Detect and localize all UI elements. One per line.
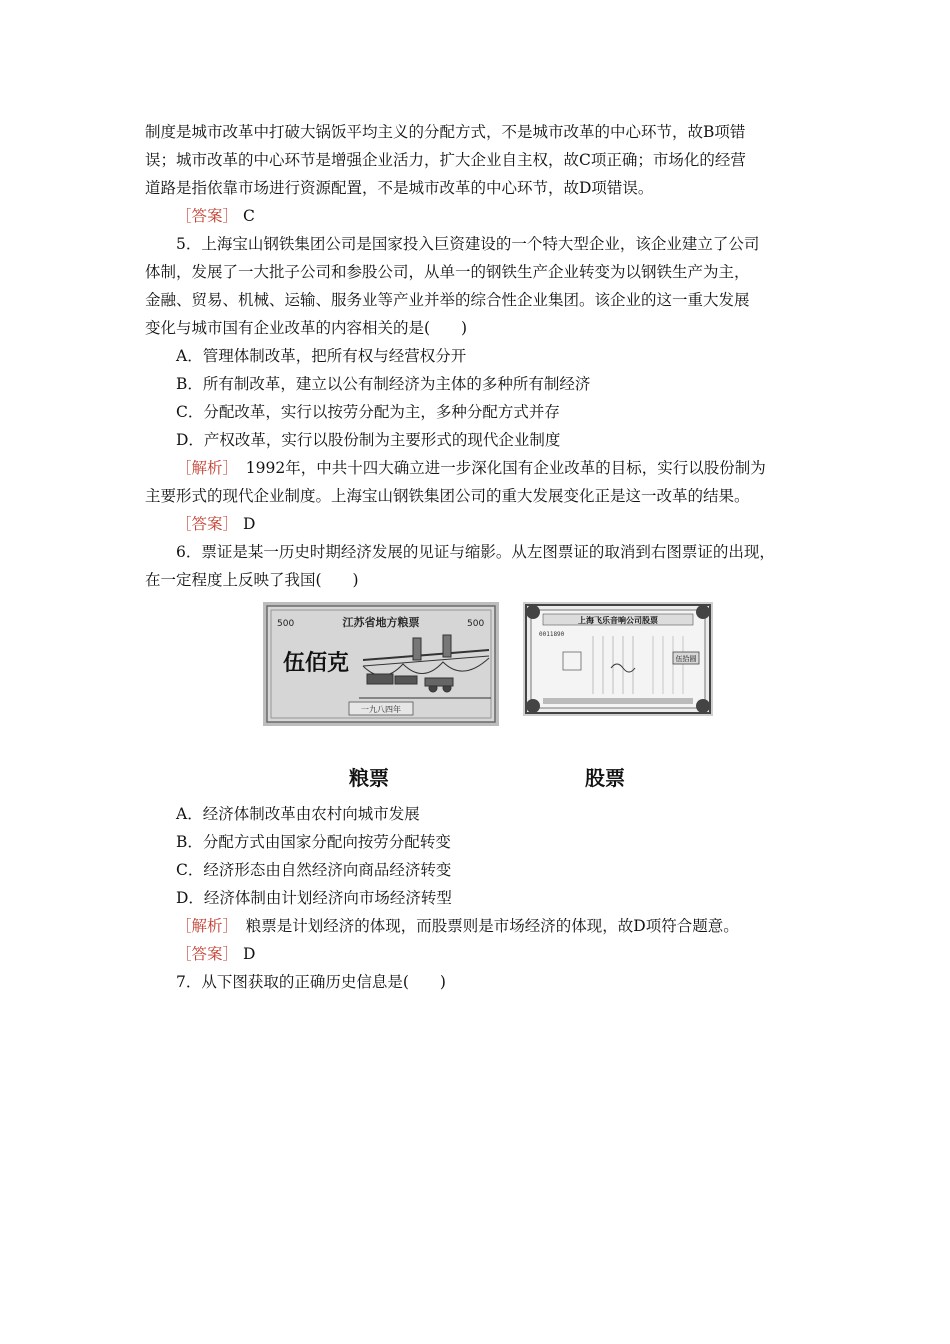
question-5-stem: 变化与城市国有企业改革的内容相关的是( ) xyxy=(145,319,468,337)
intro-line: 道路是指依靠市场进行资源配置，不是城市改革的中心环节，故D项错误。 xyxy=(145,179,654,197)
grain-ticket-amount: 伍佰克 xyxy=(283,651,350,676)
analysis-tag: ［解析］ xyxy=(176,459,231,477)
option-b: B．分配方式由国家分配向按劳分配转变 xyxy=(176,833,451,851)
grain-ticket-image xyxy=(263,602,499,726)
option-c: C．分配改革，实行以按劳分配为主，多种分配方式并存 xyxy=(176,403,560,421)
intro-line: 误；城市改革的中心环节是增强企业活力，扩大企业自主权，故C项正确；市场化的经营 xyxy=(145,151,746,169)
stock-caption: 股票 xyxy=(585,766,625,790)
answer-line xyxy=(145,510,810,538)
question-6-stem: 6．票证是某一历史时期经济发展的见证与缩影。从左图票证的取消到右图票证的出现， xyxy=(176,543,775,561)
answer-value: D xyxy=(242,945,256,963)
question-5-stem: 体制，发展了一大批子公司和参股公司，从单一的钢铁生产企业转变为以钢铁生产为主， xyxy=(145,263,750,281)
analysis-tag: ［解析］ xyxy=(176,917,231,935)
option-d: D．经济体制由计划经济向市场经济转型 xyxy=(176,889,452,907)
intro-line: 制度是城市改革中打破大锅饭平均主义的分配方式，不是城市改革的中心环节，故B项错 xyxy=(145,123,746,141)
option-d: D．产权改革，实行以股份制为主要形式的现代企业制度 xyxy=(176,431,561,449)
option-b: B．所有制改革，建立以公有制经济为主体的多种所有制经济 xyxy=(176,375,591,393)
analysis-line xyxy=(145,454,810,482)
stock-serial: 0011890 xyxy=(539,631,565,638)
grain-ticket-denom-left: 500 xyxy=(277,619,295,629)
answer-value: C xyxy=(242,207,255,225)
answer-value: D xyxy=(242,515,256,533)
grain-ticket-header: 江苏省地方粮票 xyxy=(342,616,420,629)
answer-line xyxy=(145,940,810,968)
grain-ticket-denom-right: 500 xyxy=(467,619,485,629)
stock-certificate-image xyxy=(523,602,713,716)
stock-header: 上海飞乐音响公司股票 xyxy=(578,616,658,625)
answer-line xyxy=(145,202,810,230)
option-a: A．管理体制改革，把所有权与经营权分开 xyxy=(176,347,467,365)
question-7-stem: 7．从下图获取的正确历史信息是( ) xyxy=(176,973,446,991)
analysis-line: 主要形式的现代企业制度。上海宝山钢铁集团公司的重大发展变化正是这一改革的结果。 xyxy=(145,487,750,505)
stock-face-value: 伍拾圆 xyxy=(675,655,697,663)
answer-tag: ［答案］ xyxy=(176,207,239,225)
question-5-stem: 5．上海宝山钢铁集团公司是国家投入巨资建设的一个特大型企业，该企业建立了公司 xyxy=(176,235,760,253)
page-content xyxy=(145,118,810,996)
grain-ticket-year: 一九八四年 xyxy=(361,705,401,714)
answer-tag: ［答案］ xyxy=(176,515,239,533)
ticket-figure xyxy=(145,602,810,794)
analysis-line xyxy=(145,912,810,940)
analysis-text: 粮票是计划经济的体现，而股票则是市场经济的体现，故D项符合题意。 xyxy=(230,917,739,935)
question-6-stem: 在一定程度上反映了我国( ) xyxy=(145,571,359,589)
option-c: C．经济形态由自然经济向商品经济转变 xyxy=(176,861,452,879)
analysis-text: 1992年，中共十四大确立进一步深化国有企业改革的目标，实行以股份制为 xyxy=(230,459,766,477)
option-a: A．经济体制改革由农村向城市发展 xyxy=(176,805,420,823)
question-5-stem: 金融、贸易、机械、运输、服务业等产业并举的综合性企业集团。该企业的这一重大发展 xyxy=(145,291,750,309)
grain-ticket-caption: 粮票 xyxy=(349,766,389,790)
answer-tag: ［答案］ xyxy=(176,945,239,963)
